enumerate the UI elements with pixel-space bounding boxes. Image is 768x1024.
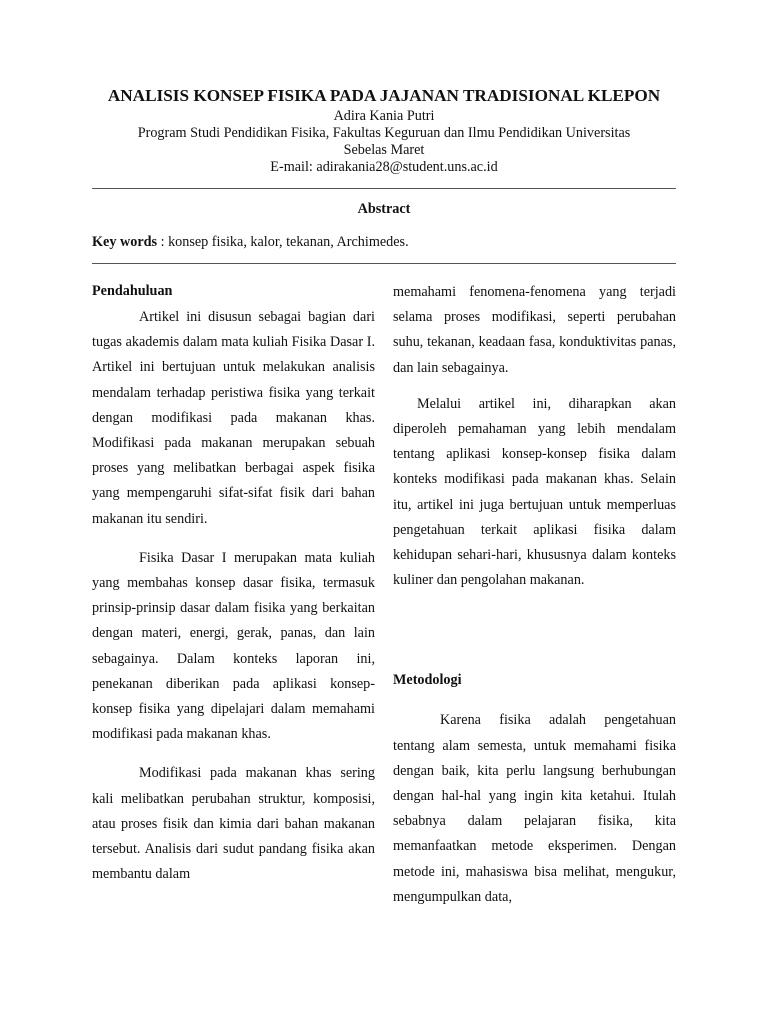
keywords-label: Key words — [92, 234, 158, 250]
section-heading-metodologi: Metodologi — [393, 672, 462, 689]
abstract-heading: Abstract — [357, 201, 411, 217]
paper-title: ANALISIS KONSEP FISIKA PADA JAJANAN TRADISIONAL KLEPON — [107, 86, 661, 105]
body-paragraph: Modifikasi pada makanan khas sering kali melibatkan perubahan struktur, komposisi, atau proses fisik dan kimia dari bahan makanan tersebut. Analisis dari sudut pandang fisika akan membantu dalam — [92, 765, 375, 883]
affiliation-line-1: Program Studi Pendidikan Fisika, Fakultas Keguruan dan Ilmu Pendidikan Universitas — [137, 125, 631, 141]
body-paragraph: memahami fenomena-fenomena yang terjadi selama proses modifikasi, seperti perubahan suhu, tekanan, keadaan fasa, konduktivitas panas, dan lain sebagainya. — [393, 284, 676, 376]
left-column — [92, 280, 375, 887]
author-email: E-mail: adirakania28@student.uns.ac.id — [270, 159, 498, 175]
body-paragraph: Melalui artikel ini, diharapkan akan diperoleh pemahaman yang lebih mendalam tentang aplikasi konsep-konsep fisika dalam konteks modifikasi pada makanan khas. Selain itu, artikel ini juga bertujuan untuk memperluas pengetahuan terkait aplikasi fisika dalam kehidupan sehari-hari, khususnya dalam konteks kuliner dan pengolahan makanan. — [393, 395, 676, 589]
body-paragraph: Fisika Dasar I merupakan mata kuliah yang membahas konsep dasar fisika, termasuk prinsip-prinsip dasar dalam fisika yang berkaitan dengan materi, energi, gerak, panas, dan lain sebagainya. Dalam konteks laporan ini, penekanan diberikan pada aplikasi konsep-konsep fisika yang dipelajari dalam memahami modifikasi pada makanan khas. — [92, 549, 375, 743]
keywords-line — [92, 234, 676, 251]
header-divider — [92, 188, 676, 189]
body-paragraph: Karena fisika adalah pengetahuan tentang alam semesta, untuk memahami fisika dengan baik, kita perlu langsung berhubungan dengan hal-hal yang ingin kita ketahui. Itulah sebabnya dalam pelajaran fisika, kita memanfaatkan metode eksperimen. Dengan metode ini, mahasiswa bisa melihat, mengukur, mengumpulkan data, — [393, 712, 676, 905]
section-heading-pendahuluan: Pendahuluan — [92, 283, 173, 299]
author-name: Adira Kania Putri — [333, 108, 435, 124]
keywords-text: : konsep fisika, kalor, tekanan, Archimedes. — [157, 234, 409, 250]
right-column — [393, 280, 676, 910]
abstract-divider — [92, 263, 676, 264]
paper-header — [92, 84, 676, 176]
body-paragraph: Artikel ini disusun sebagai bagian dari tugas akademis dalam mata kuliah Fisika Dasar I. Artikel ini bertujuan untuk melakukan analisis mendalam terhadap peristiwa fisika yang terkait dengan modifikasi pada makanan khas. Modifikasi pada makanan merupakan sebuah proses yang melibatkan berbagai aspek fisika yang mempengaruhi sifat-sifat fisik dari bahan makanan itu sendiri. — [92, 309, 375, 527]
affiliation-line-2: Sebelas Maret — [343, 142, 425, 158]
